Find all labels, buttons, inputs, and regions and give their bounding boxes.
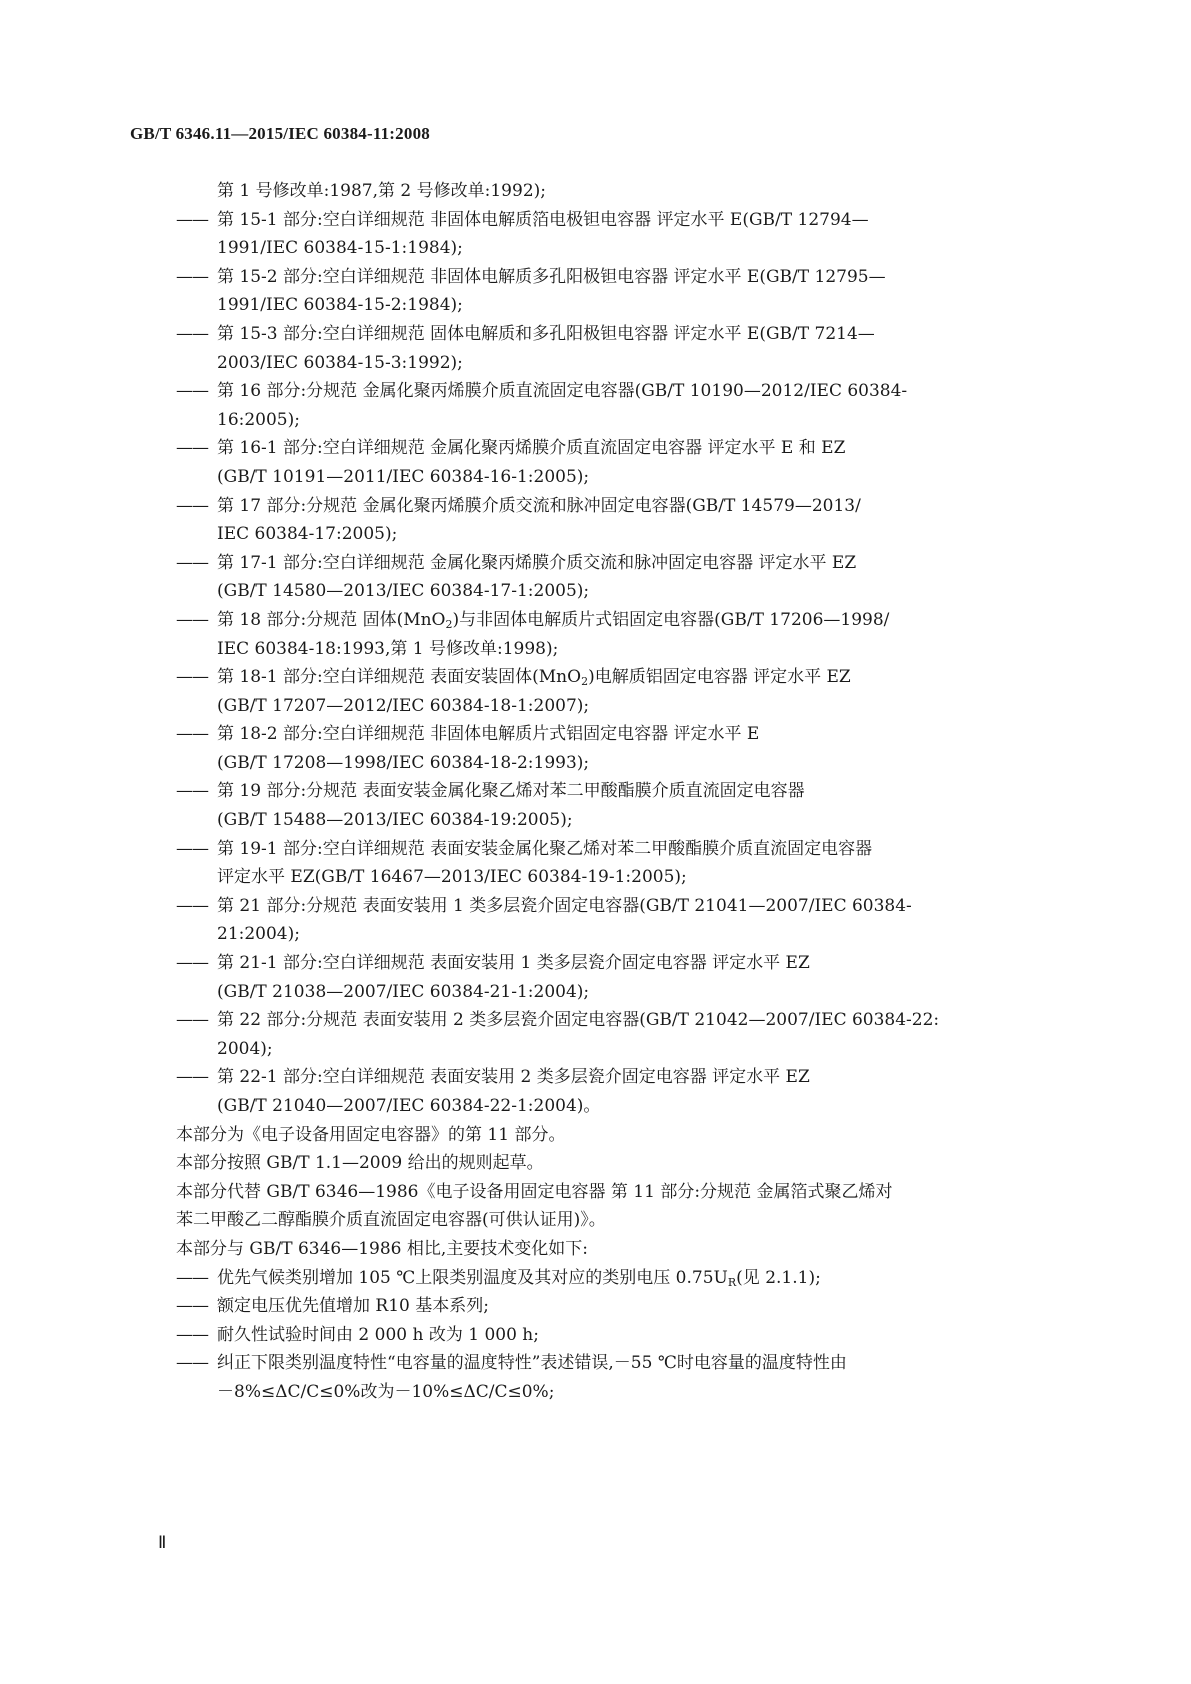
list-item-text: 第 21-1 部分:空白详细规范 表面安装用 1 类多层瓷介固定电容器 评定水平 EZ (217, 953, 810, 974)
document-body (176, 177, 1059, 1407)
dash-marker: —— (176, 1353, 208, 1374)
list-item-continuation: 2004); (217, 1038, 273, 1059)
list-item-text: 第 18 部分:分规范 固体(MnO (217, 609, 446, 630)
list-item-text: 第 16-1 部分:空白详细规范 金属化聚丙烯膜介质直流固定电容器 评定水平 E 和 EZ (217, 438, 846, 459)
dash-marker: —— (176, 381, 208, 402)
list-item-continuation: IEC 60384-18:1993,第 1 号修改单:1998); (217, 638, 559, 659)
dash-marker: —— (176, 266, 208, 287)
list-item-text: 第 18-1 部分:空白详细规范 表面安装固体(MnO (217, 667, 582, 688)
list-item-text: 第 15-1 部分:空白详细规范 非固体电解质箔电极钽电容器 评定水平 E(GB/T 12794— (217, 209, 869, 230)
dash-marker: —— (176, 495, 208, 516)
list-item (176, 1292, 1059, 1321)
list-item (176, 777, 1059, 806)
dash-marker: —— (176, 1324, 208, 1345)
list-item (176, 206, 1059, 235)
dash-marker: —— (176, 724, 208, 745)
dash-marker: —— (176, 838, 208, 859)
page-number: Ⅱ (158, 1533, 167, 1552)
list-item-text: 纠正下限类别温度特性“电容量的温度特性”表述错误,－55 ℃时电容量的温度特性由 (217, 1353, 847, 1374)
list-item (176, 892, 1059, 921)
list-item-continuation: 2003/IEC 60384-15-3:1992); (217, 352, 463, 373)
paragraph-line: 本部分与 GB/T 6346—1986 相比,主要技术变化如下: (176, 1238, 589, 1259)
dash-marker: —— (176, 895, 208, 916)
dash-marker: —— (176, 438, 208, 459)
dash-marker: —— (176, 781, 208, 802)
list-item (176, 720, 1059, 749)
list-item (176, 377, 1059, 406)
subscript: 2 (581, 675, 589, 689)
list-item-continuation: (GB/T 14580—2013/IEC 60384-17-1:2005); (217, 581, 590, 602)
dash-marker: —— (176, 953, 208, 974)
paragraph-line: 本部分代替 GB/T 6346—1986《电子设备用固定电容器 第 11 部分:分规范 金属箔式聚乙烯对 (176, 1181, 893, 1202)
list-item-continuation: 1991/IEC 60384-15-1:1984); (217, 238, 463, 259)
dash-marker: —— (176, 1296, 208, 1317)
list-item-continuation: (GB/T 15488—2013/IEC 60384-19:2005); (217, 810, 573, 831)
list-item (176, 606, 1059, 635)
list-item (176, 1321, 1059, 1350)
subscript: R (727, 1275, 737, 1289)
list-item-continuation: (GB/T 21040—2007/IEC 60384-22-1:2004)。 (217, 1096, 601, 1116)
list-item (176, 434, 1059, 463)
dash-marker: —— (176, 209, 208, 230)
list-item (176, 835, 1059, 864)
paragraph-continuation: 苯二甲酸乙二醇酯膜介质直流固定电容器(可供认证用)》。 (176, 1210, 606, 1231)
list-item-text: 第 19 部分:分规范 表面安装金属化聚乙烯对苯二甲酸酯膜介质直流固定电容器 (217, 781, 805, 802)
list-item (176, 263, 1059, 292)
list-item-text: 耐久性试验时间由 2 000 h 改为 1 000 h; (217, 1324, 539, 1345)
dash-marker: —— (176, 1267, 208, 1288)
list-item (176, 492, 1059, 521)
standard-header: GB/T 6346.11—2015/IEC 60384-11:2008 (130, 124, 430, 143)
list-item (176, 549, 1059, 578)
list-item-text: 第 21 部分:分规范 表面安装用 1 类多层瓷介固定电容器(GB/T 21041—2007/IEC 60384- (217, 895, 912, 916)
list-item-continuation: 21:2004); (217, 924, 300, 945)
list-item (176, 1349, 1059, 1378)
list-item-continuation: 16:2005); (217, 409, 300, 430)
list-item-continuation: (GB/T 17207—2012/IEC 60384-18-1:2007); (217, 695, 590, 716)
list-item-text: (见 2.1.1); (736, 1267, 821, 1288)
paragraph-line: 本部分按照 GB/T 1.1—2009 给出的规则起草。 (176, 1153, 544, 1174)
list-item-text: 第 17-1 部分:空白详细规范 金属化聚丙烯膜介质交流和脉冲固定电容器 评定水平 EZ (217, 552, 857, 573)
list-item-text: 第 22-1 部分:空白详细规范 表面安装用 2 类多层瓷介固定电容器 评定水平 EZ (217, 1067, 810, 1088)
list-item-continuation: (GB/T 21038—2007/IEC 60384-21-1:2004); (217, 981, 590, 1002)
list-item-text: 优先气候类别增加 105 ℃上限类别温度及其对应的类别电压 0.75U (217, 1267, 728, 1288)
list-item-text: 第 19-1 部分:空白详细规范 表面安装金属化聚乙烯对苯二甲酸酯膜介质直流固定电容器 (217, 838, 873, 859)
list-item-text: 第 22 部分:分规范 表面安装用 2 类多层瓷介固定电容器(GB/T 21042—2007/IEC 60384-22: (217, 1010, 940, 1031)
subscript: 2 (445, 617, 453, 631)
dash-marker: —— (176, 667, 208, 688)
list-item (176, 1006, 1059, 1035)
list-item-text: )电解质铝固定电容器 评定水平 EZ (588, 667, 851, 688)
list-item-continuation: 第 1 号修改单:1987,第 2 号修改单:1992); (217, 181, 546, 201)
list-item-text: 第 17 部分:分规范 金属化聚丙烯膜介质交流和脉冲固定电容器(GB/T 14579—2013/ (217, 495, 861, 516)
list-item-continuation: (GB/T 17208—1998/IEC 60384-18-2:1993); (217, 752, 590, 773)
list-item-continuation: (GB/T 10191—2011/IEC 60384-16-1:2005); (217, 466, 590, 487)
list-item-text: 额定电压优先值增加 R10 基本系列; (217, 1296, 489, 1317)
dash-marker: —— (176, 323, 208, 344)
list-item-continuation: －8%≤ΔC/C≤0%改为－10%≤ΔC/C≤0%; (217, 1381, 555, 1402)
list-item (176, 1063, 1059, 1092)
list-item-text: )与非固体电解质片式铝固定电容器(GB/T 17206—1998/ (452, 609, 890, 630)
dash-marker: —— (176, 609, 208, 630)
list-item-text: 第 18-2 部分:空白详细规范 非固体电解质片式铝固定电容器 评定水平 E (217, 724, 760, 745)
list-item-text: 第 15-2 部分:空白详细规范 非固体电解质多孔阳极钽电容器 评定水平 E(GB/T 12795— (217, 266, 886, 287)
list-item-continuation: 1991/IEC 60384-15-2:1984); (217, 295, 463, 316)
paragraph-line: 本部分为《电子设备用固定电容器》的第 11 部分。 (176, 1124, 566, 1145)
list-item (176, 663, 1059, 692)
list-item (176, 949, 1059, 978)
list-item (176, 320, 1059, 349)
list-item-continuation: 评定水平 EZ(GB/T 16467—2013/IEC 60384-19-1:2005); (217, 867, 687, 888)
list-item (176, 1264, 1059, 1293)
dash-marker: —— (176, 1010, 208, 1031)
dash-marker: —— (176, 1067, 208, 1088)
dash-marker: —— (176, 552, 208, 573)
list-item-continuation: IEC 60384-17:2005); (217, 524, 398, 545)
list-item-text: 第 15-3 部分:空白详细规范 固体电解质和多孔阳极钽电容器 评定水平 E(GB/T 7214— (217, 323, 875, 344)
list-item-text: 第 16 部分:分规范 金属化聚丙烯膜介质直流固定电容器(GB/T 10190—2012/IEC 60384- (217, 381, 908, 402)
